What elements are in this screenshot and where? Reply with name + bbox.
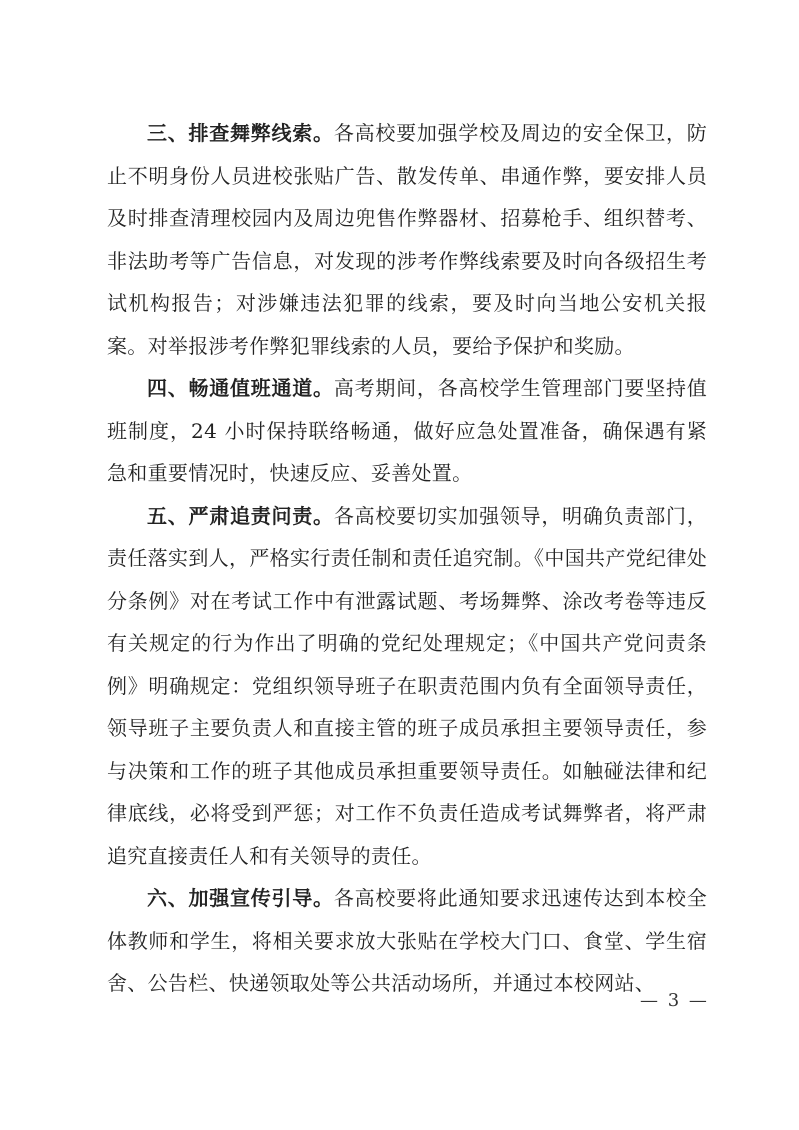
paragraph-text-5: 各高校要切实加强领导，明确负责部门，责任落实到人，严格实行责任制和责任追究制。《中国共产党纪律处分条例》对在考试工作中有泄露试题、考场舞弊、涂改考卷等违反有关规定的行为作出了明确的党纪处理规定；《中国共产党问责条例》明确规定：党组织领导班子在职责范围内负有全面领导责任，领导班子主要负责人和直接主管的班子成员承担主要领导责任，参与决策和工作的班子其他成员承担重要领导责任。如触碰法律和纪律底线，必将受到严惩；对工作不负责任造成考试舞弊者，将严肃追究直接责任人和有关领导的责任。 xyxy=(107,503,708,868)
paragraph-text-4: 高考期间，各高校学生管理部门要坚持值班制度，24 小时保持联络畅通，做好应急处置准备，确保遇有紧急和重要情况时，快速反应、妥善处置。 xyxy=(107,376,708,485)
section-heading-6: 六、加强宣传引导。 xyxy=(147,886,334,910)
paragraph-6 xyxy=(107,877,707,1005)
paragraph-text-6: 各高校要将此通知要求迅速传达到本校全体教师和学生，将相关要求放大张贴在学校大门口、食堂、学生宿舍、公告栏、快递领取处等公共活动场所，并通过本校网站、 xyxy=(107,886,708,995)
paragraph-4 xyxy=(107,367,707,495)
section-heading-5: 五、严肃追责问责。 xyxy=(147,503,334,528)
paragraph-3 xyxy=(107,112,707,367)
page-number: — 3 — xyxy=(640,990,709,1011)
section-heading-4: 四、畅通值班通道。 xyxy=(147,376,334,400)
paragraph-5 xyxy=(107,495,707,878)
document-body xyxy=(107,112,707,1005)
section-heading-3: 三、排查舞弊线索。 xyxy=(147,121,334,145)
paragraph-text-3: 各高校要加强学校及周边的安全保卫，防止不明身份人员进校张贴广告、散发传单、串通作弊，要安排人员及时排查清理校园内及周边兜售作弊器材、招募枪手、组织替考、非法助考等广告信息，对发现的涉考作弊线索要及时向各级招生考试机构报告；对涉嫌违法犯罪的线索，要及时向当地公安机关报案。对举报涉考作弊犯罪线索的人员，要给予保护和奖励。 xyxy=(107,121,708,358)
